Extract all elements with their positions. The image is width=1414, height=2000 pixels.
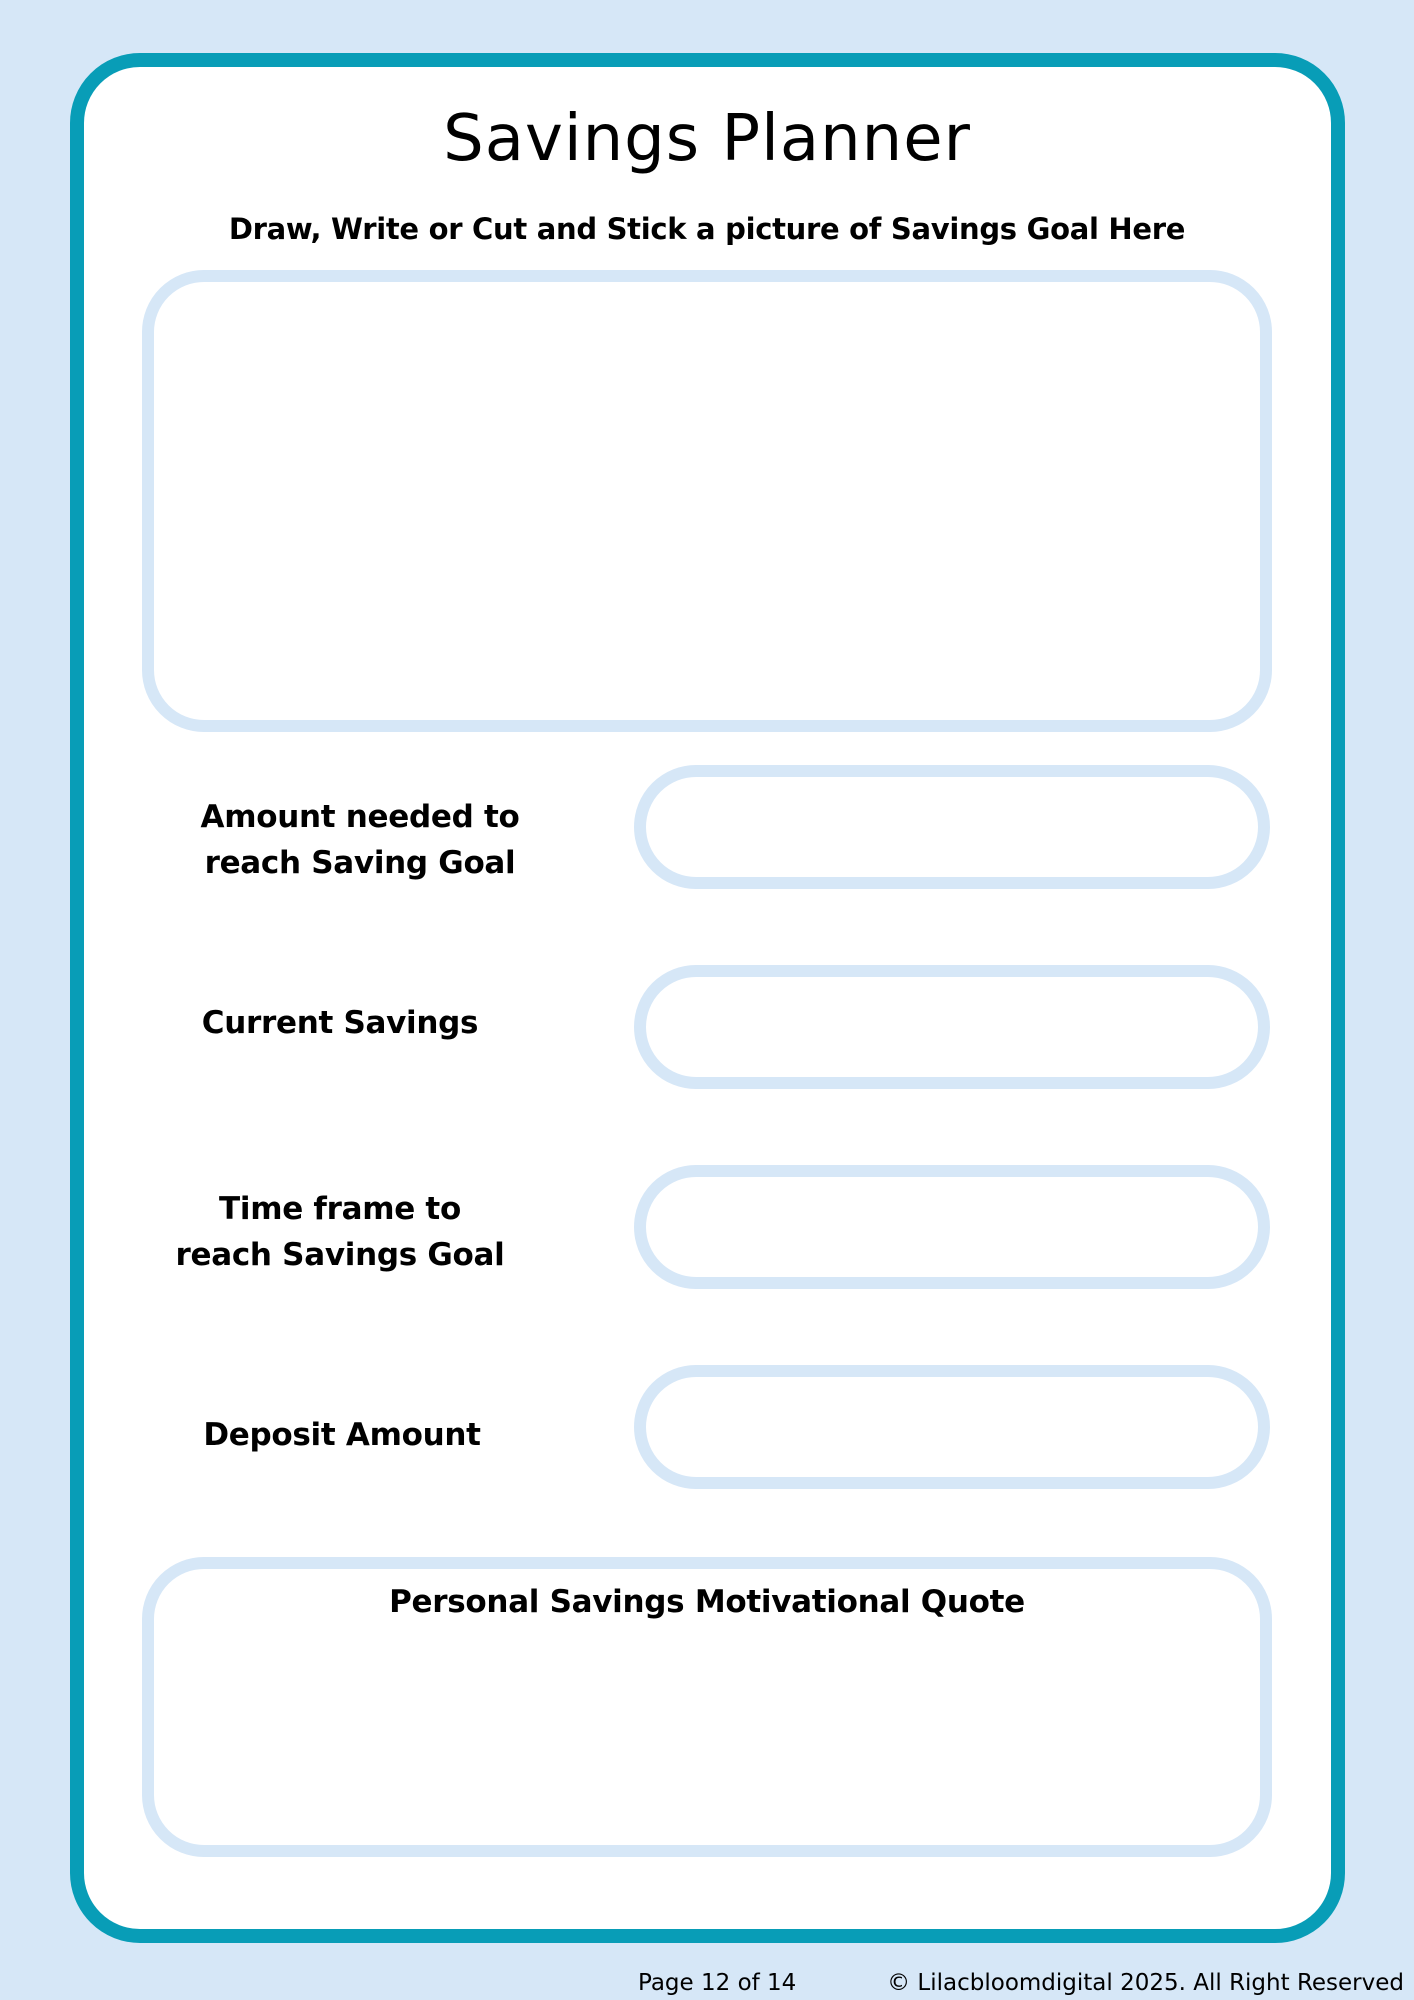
page-number: Page 12 of 14 xyxy=(638,1970,797,1996)
deposit-amount-field[interactable] xyxy=(634,1365,1270,1489)
motivational-quote-title: Personal Savings Motivational Quote xyxy=(389,1584,1025,1620)
time-frame-label-line1: Time frame to xyxy=(219,1191,461,1227)
amount-needed-label-line2: reach Saving Goal xyxy=(204,845,516,881)
copyright-notice: © Lilacbloomdigital 2025. All Right Reserved xyxy=(887,1970,1404,1996)
amount-needed-label xyxy=(150,794,570,886)
current-savings-field[interactable] xyxy=(634,965,1270,1089)
amount-needed-field[interactable] xyxy=(634,765,1270,889)
deposit-amount-label: Deposit Amount xyxy=(203,1417,481,1453)
amount-needed-label-line1: Amount needed to xyxy=(200,799,520,835)
time-frame-field[interactable] xyxy=(634,1165,1270,1289)
time-frame-label-line2: reach Savings Goal xyxy=(175,1237,505,1273)
time-frame-label xyxy=(130,1186,550,1278)
current-savings-label: Current Savings xyxy=(201,1005,479,1041)
goal-picture-area[interactable] xyxy=(142,270,1272,732)
page-title: Savings Planner xyxy=(443,102,971,176)
goal-picture-instructions: Draw, Write or Cut and Stick a picture of Savings Goal Here xyxy=(228,212,1186,246)
